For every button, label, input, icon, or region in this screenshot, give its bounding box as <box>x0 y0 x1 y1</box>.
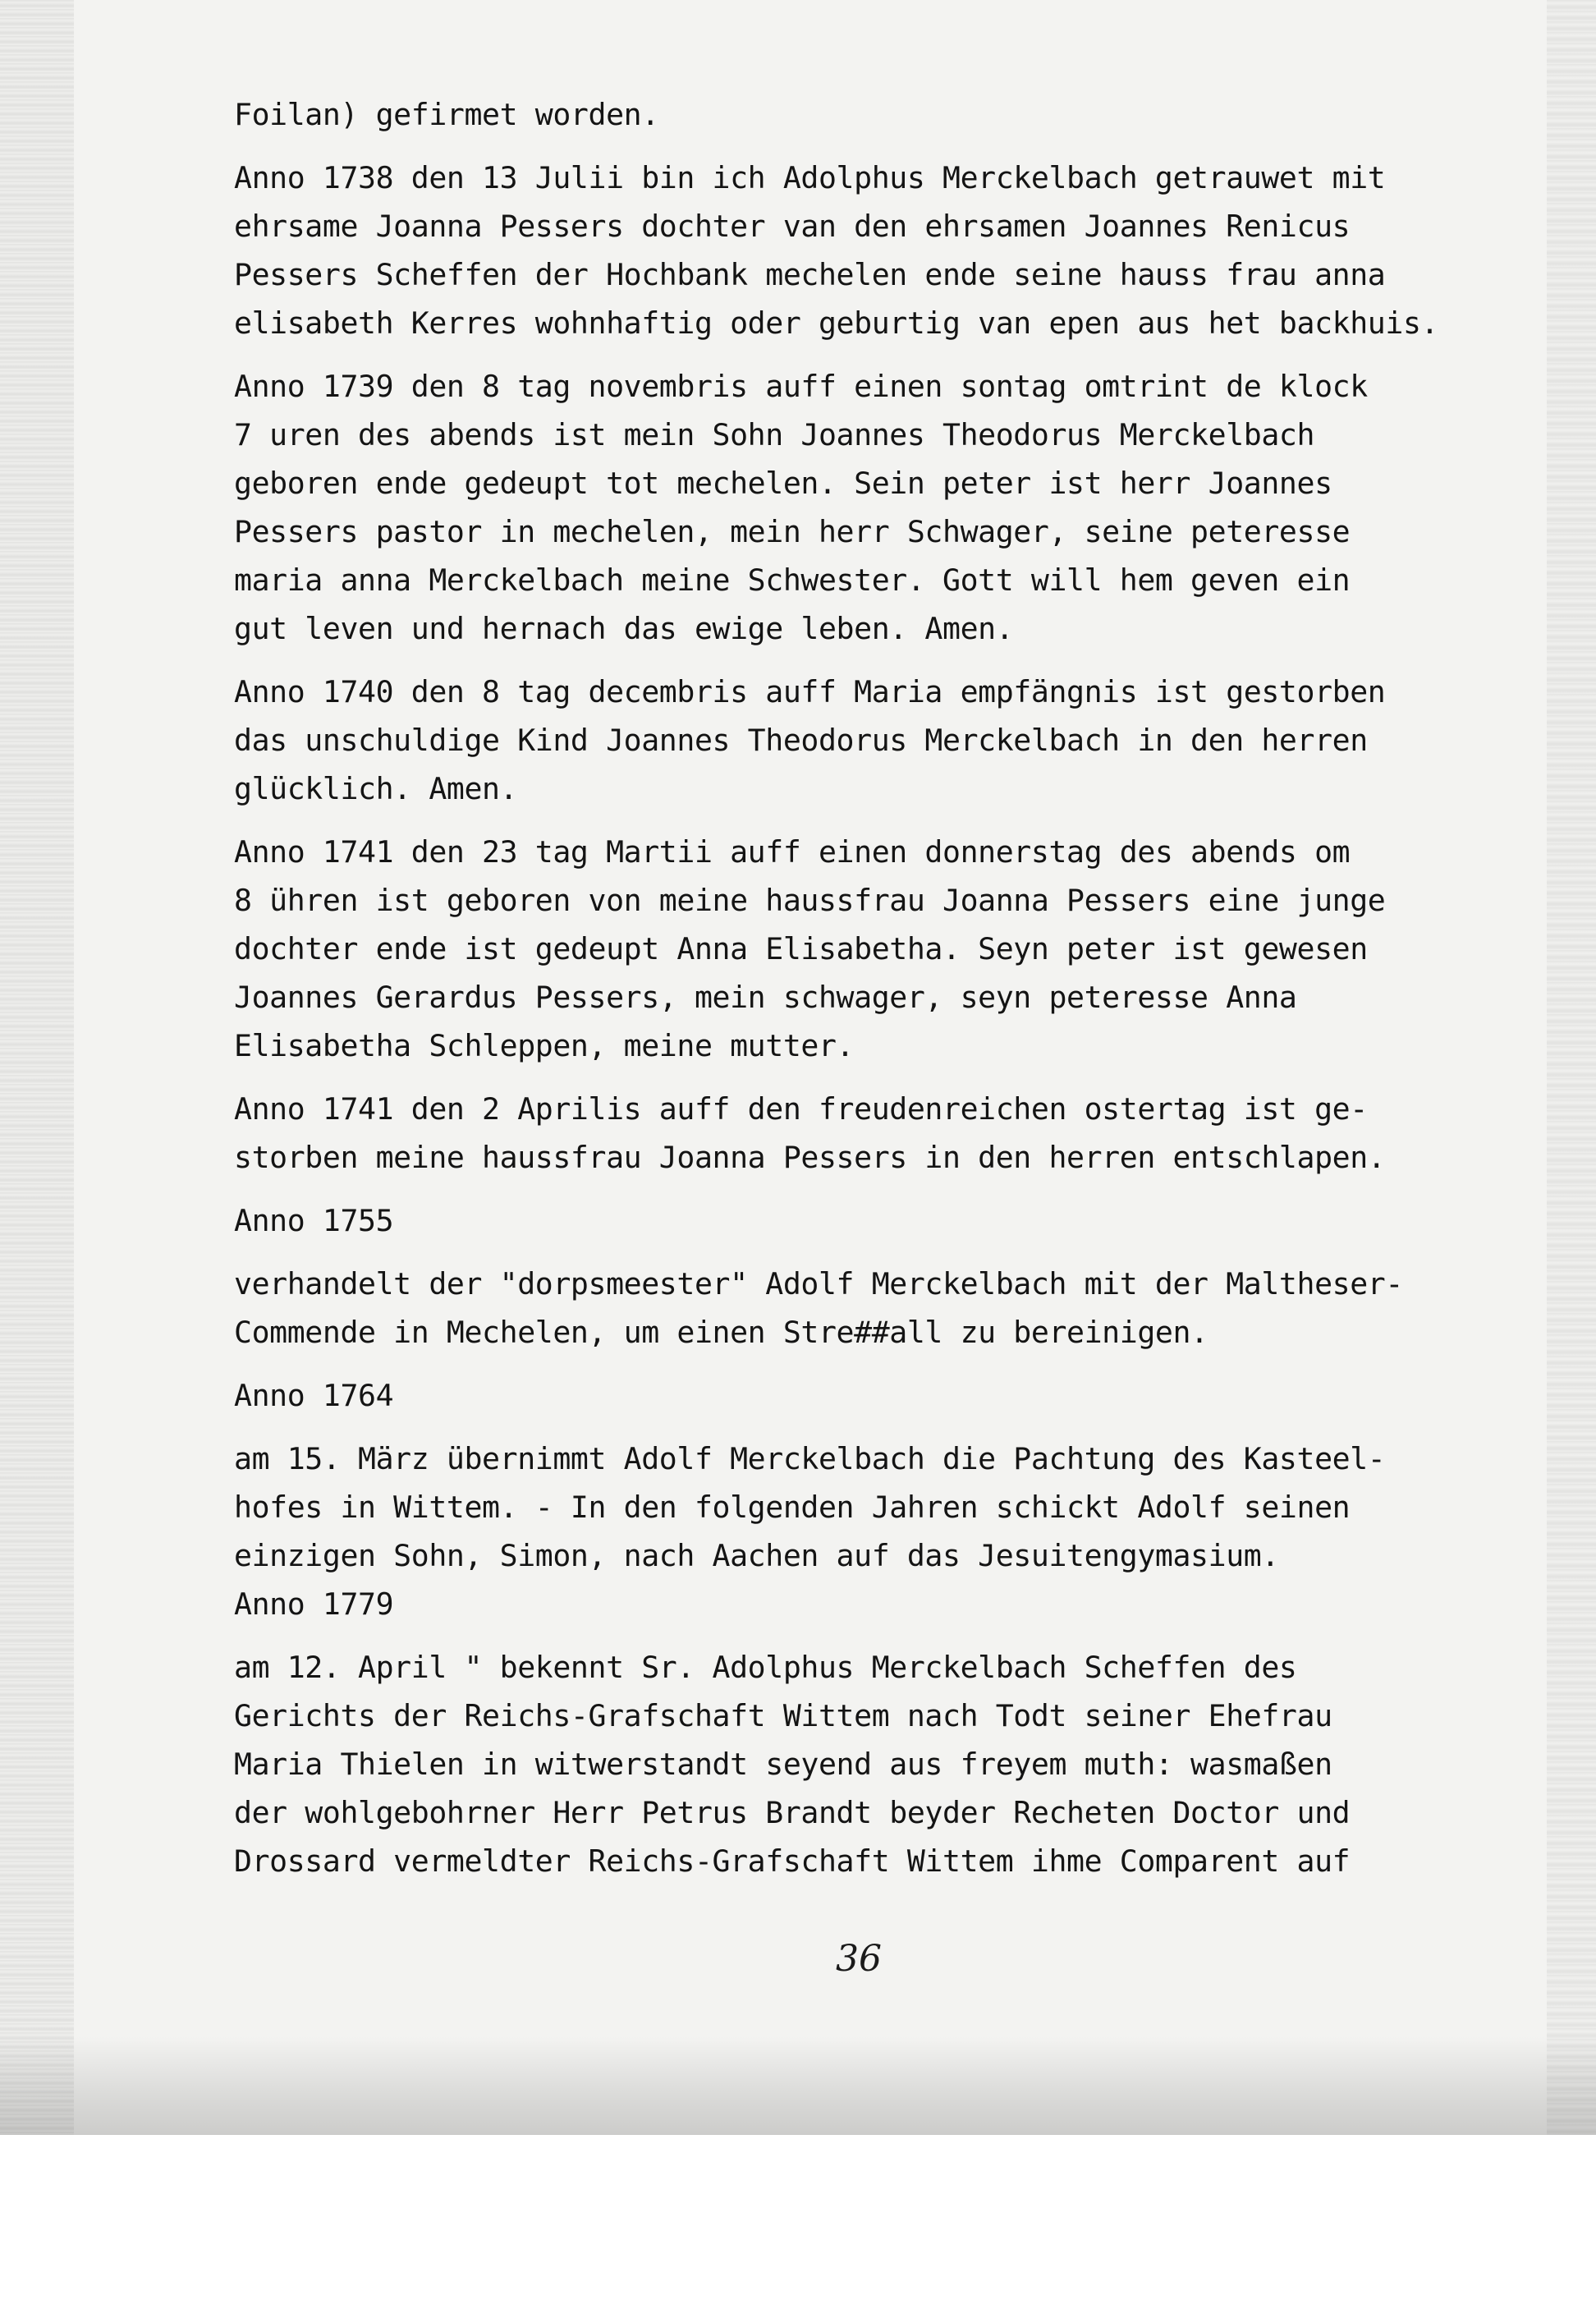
text-line: Elisabetha Schleppen, meine mutter. <box>234 1028 855 1063</box>
text-line: Anno 1741 den 23 tag Martii auff einen donnerstag des abends om <box>234 834 1351 870</box>
text-line: Anno 1738 den 13 Julii bin ich Adolphus Merckelbach getrauwet mit <box>234 160 1386 195</box>
text-line: elisabeth Kerres wohnhaftig oder geburtig van epen aus het backhuis. <box>234 305 1439 341</box>
paragraph-gap <box>234 347 1580 362</box>
text-line: Anno 1764 <box>234 1378 394 1413</box>
text-line: Anno 1739 den 8 tag novembris auff einen sontag omtrint de klock <box>234 369 1368 404</box>
text-line: Maria Thielen in witwerstandt seyend aus freyem muth: wasmaßen <box>234 1747 1332 1782</box>
paragraph-gap <box>234 1420 1580 1435</box>
text-line: Drossard vermeldter Reichs-Grafschaft Wittem ihme Comparent auf <box>234 1843 1351 1879</box>
text-line: Anno 1741 den 2 Aprilis auff den freudenreichen ostertag ist ge- <box>234 1091 1368 1127</box>
text-line: storben meine haussfrau Joanna Pessers in den herren entschlapen. <box>234 1140 1386 1175</box>
paragraph-gap <box>234 1628 1580 1643</box>
text-line: geboren ende gedeupt tot mechelen. Sein peter ist herr Joannes <box>234 466 1332 501</box>
text-line: maria anna Merckelbach meine Schwester. Gott will hem geven ein <box>234 562 1351 598</box>
text-line: ehrsame Joanna Pessers dochter van den ehrsamen Joannes Renicus <box>234 209 1351 244</box>
text-line: 7 uren des abends ist mein Sohn Joannes Theodorus Merckelbach <box>234 417 1315 452</box>
text-line: Commende in Mechelen, um einen Stre##all zu bereinigen. <box>234 1315 1208 1350</box>
scan-noise-left <box>0 0 74 2135</box>
text-line: gut leven und hernach das ewige leben. Amen. <box>234 611 1014 646</box>
text-line: am 12. April " bekennt Sr. Adolphus Merckelbach Scheffen des <box>234 1650 1297 1685</box>
paragraph-gap <box>234 1182 1580 1196</box>
scan-noise-bottom <box>0 2036 1596 2135</box>
paragraph-gap <box>234 1245 1580 1260</box>
text-line: das unschuldige Kind Joannes Theodorus Merckelbach in den herren <box>234 723 1368 758</box>
text-line: glücklich. Amen. <box>234 771 518 806</box>
text-line: Joannes Gerardus Pessers, mein schwager, seyn peteresse Anna <box>234 980 1297 1015</box>
paragraph-gap <box>234 1357 1580 1371</box>
paragraph-gap <box>234 813 1580 828</box>
text-line: Anno 1779 <box>234 1586 394 1622</box>
text-line: einzigen Sohn, Simon, nach Aachen auf das Jesuitengymasium. <box>234 1538 1279 1573</box>
text-line: 8 ühren ist geboren von meine haussfrau Joanna Pessers eine junge <box>234 883 1386 918</box>
paragraph-gap <box>234 653 1580 668</box>
paragraph-gap <box>234 139 1580 154</box>
text-line: dochter ende ist gedeupt Anna Elisabetha. Seyn peter ist gewesen <box>234 931 1368 966</box>
text-line: hofes in Wittem. - In den folgenden Jahren schickt Adolf seinen <box>234 1490 1351 1525</box>
text-line: der wohlgebohrner Herr Petrus Brandt beyder Recheten Doctor und <box>234 1795 1351 1830</box>
text-line: Pessers pastor in mechelen, mein herr Schwager, seine peteresse <box>234 514 1351 549</box>
page-number: 36 <box>836 1938 882 1980</box>
text-line: Gerichts der Reichs-Grafschaft Wittem nach Todt seiner Ehefrau <box>234 1698 1332 1733</box>
paragraph-gap <box>234 1070 1580 1085</box>
text-line: am 15. März übernimmt Adolf Merckelbach die Pachtung des Kasteel- <box>234 1441 1386 1476</box>
text-line: Anno 1755 <box>234 1203 394 1238</box>
typed-text-body <box>234 90 1580 1885</box>
text-line: Pessers Scheffen der Hochbank mechelen ende seine hauss frau anna <box>234 257 1386 292</box>
text-line: Anno 1740 den 8 tag decembris auff Maria empfängnis ist gestorben <box>234 674 1386 709</box>
text-line: verhandelt der "dorpsmeester" Adolf Merckelbach mit der Maltheser- <box>234 1266 1403 1301</box>
text-line: Foilan) gefirmet worden. <box>234 97 659 132</box>
